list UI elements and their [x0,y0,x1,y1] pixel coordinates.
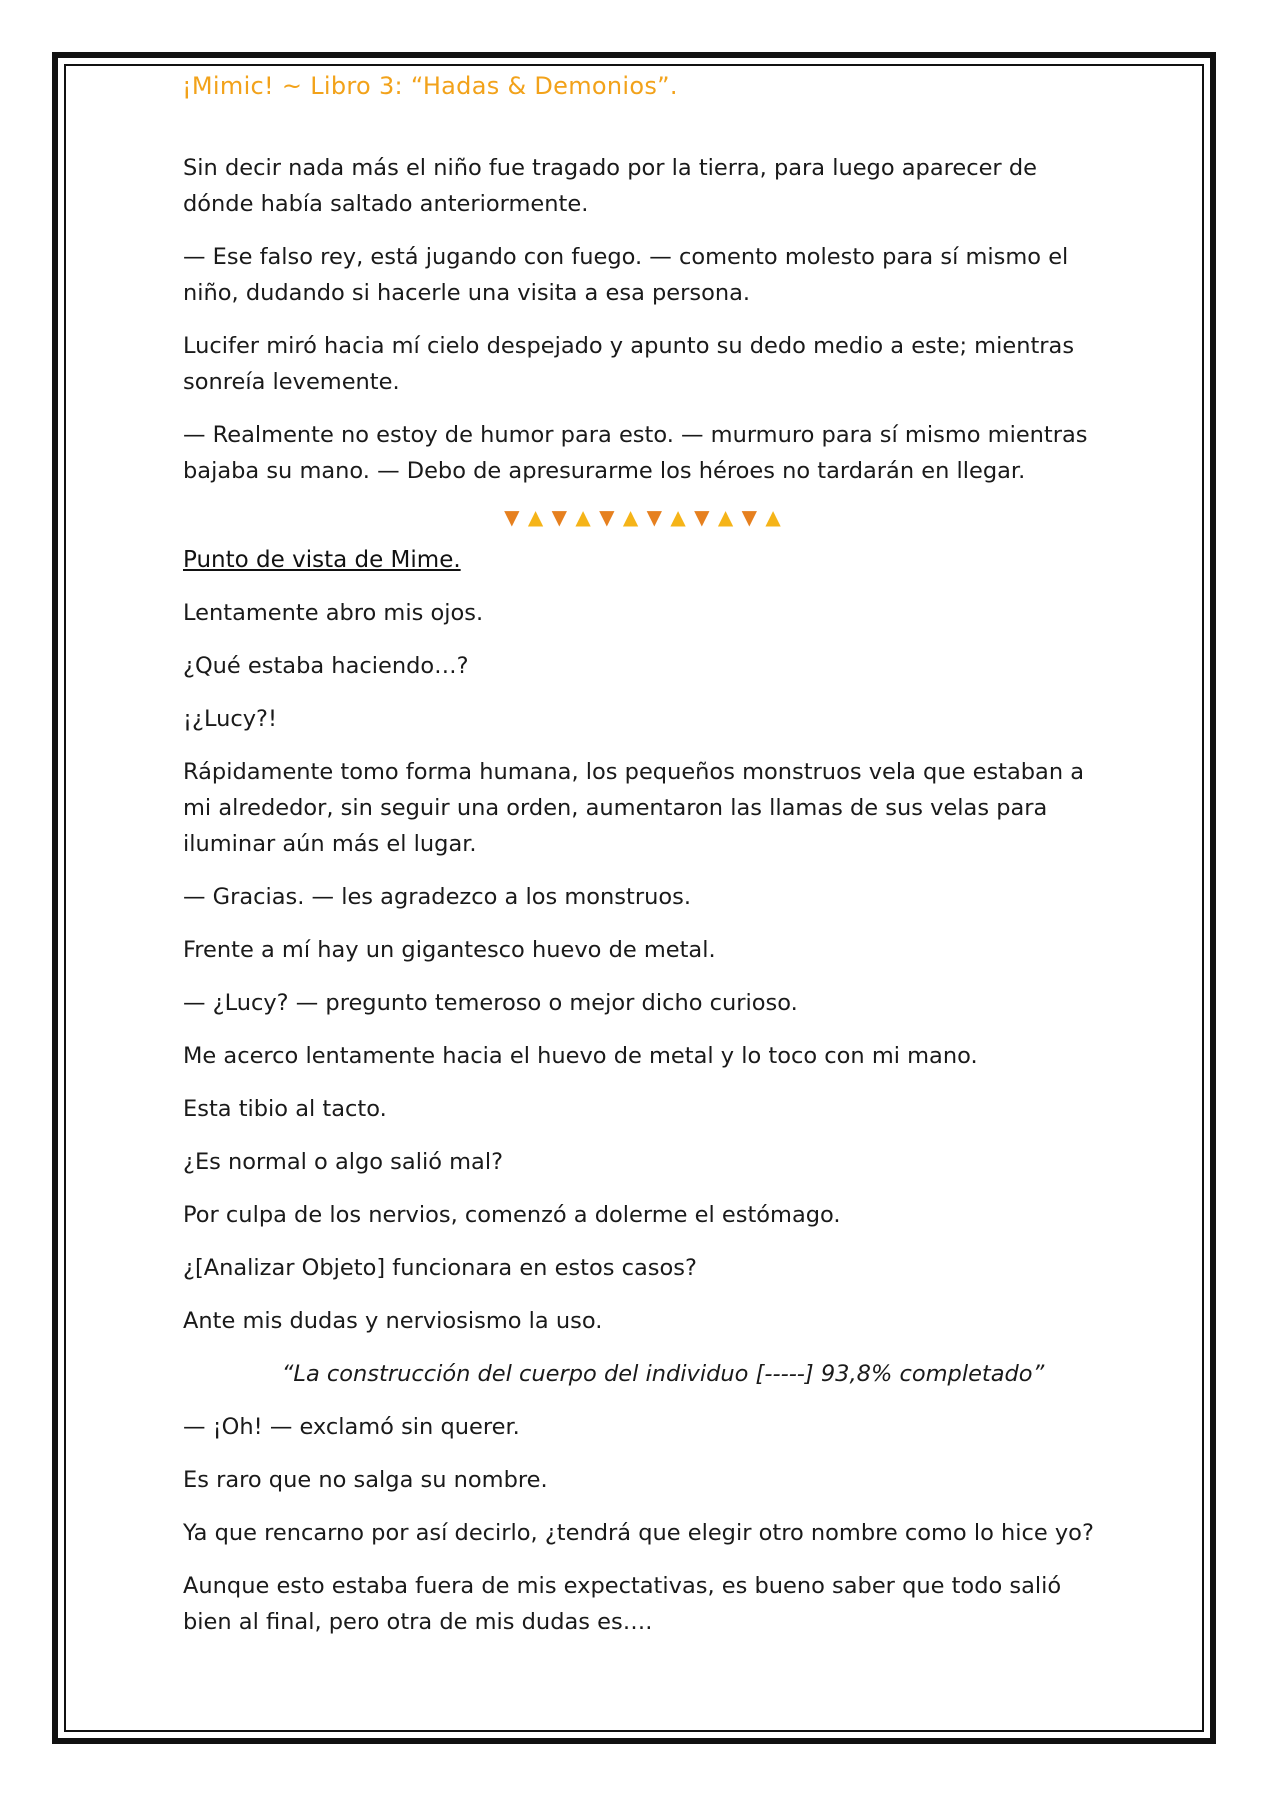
paragraph: — Realmente no estoy de humor para esto. — murmuro para sí mismo mientras bajaba su mano. — Debo de apresurarme los héroes no tardarán en llegar. [183,422,1088,484]
triangle-up-icon: ▲ [765,505,782,529]
paragraph: Ya que rencarno por así decirlo, ¿tendrá que elegir otro nombre como lo hice yo? [183,1520,1094,1546]
paragraph: Lucifer miró hacia mí cielo despejado y apunto su dedo medio a este; mientras sonreía levemente. [183,333,1075,395]
system-message: “La construcción del cuerpo del individuo [-----] 93,8% completado” [281,1361,1045,1387]
paragraph: Aunque esto estaba fuera de mis expectativas, es bueno saber que todo salió bien al final, pero otra de mis dudas es…. [183,1573,1062,1635]
triangle-up-icon: ▲ [527,505,545,529]
paragraph: Sin decir nada más el niño fue tragado por la tierra, para luego aparecer de dónde había saltado anteriormente. [183,155,1037,217]
triangle-down-icon: ▼ [741,505,759,529]
paragraph: ¿[Analizar Objeto] funcionara en estos casos? [183,1255,697,1281]
triangle-up-icon: ▲ [717,505,735,529]
paragraph: — Ese falso rey, está jugando con fuego. — comento molesto para sí mismo el niño, dudando si hacerle una visita a esa persona. [183,244,1069,306]
triangle-down-icon: ▼ [551,505,569,529]
book-header: ¡Mimic! ~ Libro 3: “Hadas & Demonios”. [182,72,678,100]
triangle-down-icon: ▼ [694,505,711,529]
triangle-up-icon: ▲ [670,505,687,529]
triangle-up-icon: ▲ [575,505,592,529]
page-content [183,150,1103,1657]
paragraph: Por culpa de los nervios, comenzó a dolerme el estómago. [183,1202,841,1228]
paragraph: — ¿Lucy? — pregunto temeroso o mejor dicho curioso. [183,990,798,1016]
triangle-down-icon: ▼ [646,505,664,529]
triangle-divider [183,502,1103,532]
paragraph: Es raro que no salga su nombre. [183,1467,548,1493]
paragraph: Rápidamente tomo forma humana, los pequeños monstruos vela que estaban a mi alrededor, sin seguir una orden, aumentaron las llamas de sus velas para iluminar aún más el lugar. [183,759,1085,857]
paragraph: Esta tibio al tacto. [183,1096,387,1122]
paragraph: — ¡Oh! — exclamó sin querer. [183,1414,520,1440]
triangle-down-icon: ▼ [599,505,616,529]
triangle-up-icon: ▲ [622,505,640,529]
paragraph: ¿Qué estaba haciendo…? [183,653,469,679]
paragraph: ¡¿Lucy?! [183,706,278,732]
paragraph: ¿Es normal o algo salió mal? [183,1149,504,1175]
triangle-down-icon: ▼ [504,505,521,529]
paragraph: Frente a mí hay un gigantesco huevo de metal. [183,937,716,963]
paragraph: Lentamente abro mis ojos. [183,600,484,626]
paragraph: Ante mis dudas y nerviosismo la uso. [183,1308,603,1334]
section-title: Punto de vista de Mime. [183,547,461,573]
paragraph: — Gracias. — les agradezco a los monstruos. [183,884,691,910]
paragraph: Me acerco lentamente hacia el huevo de metal y lo toco con mi mano. [183,1043,978,1069]
